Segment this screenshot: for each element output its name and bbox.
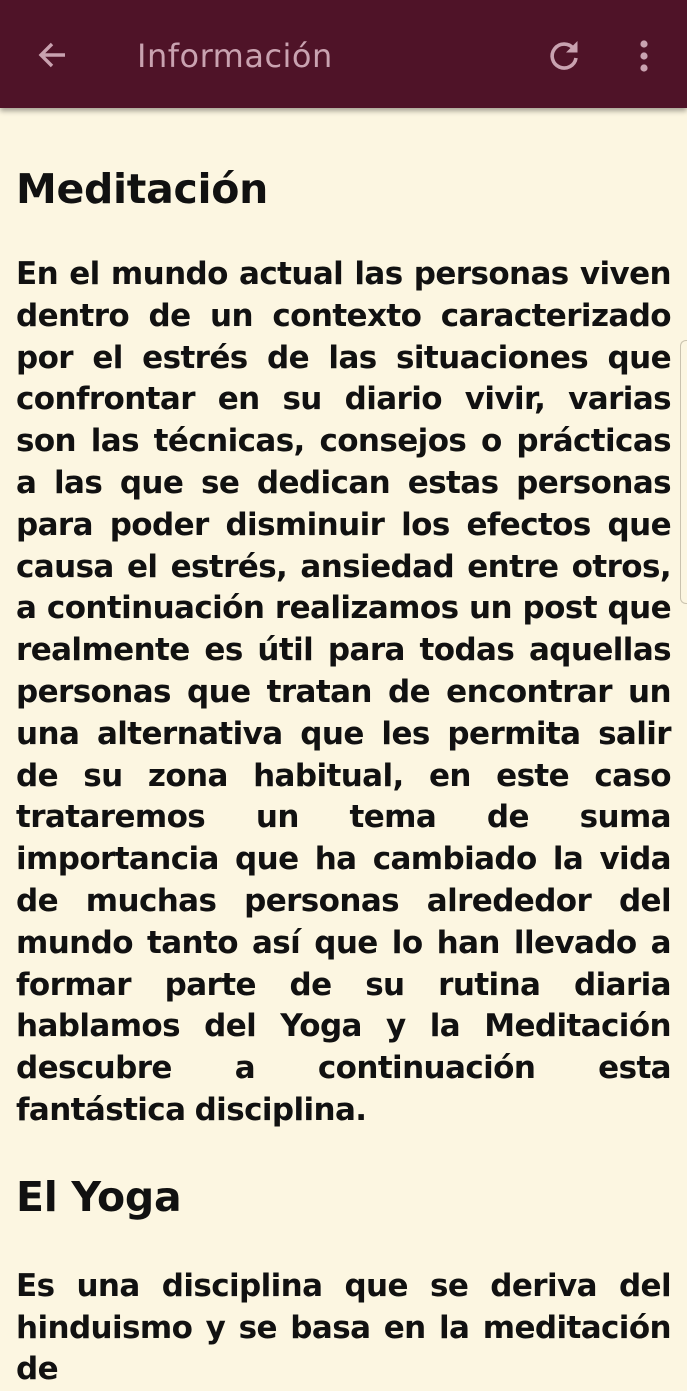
arrow-left-icon[interactable]: [32, 35, 72, 75]
section-body-meditacion: En el mundo actual las personas viven dentro de un contexto caracterizado por el estrés de las situaciones que confrontar en su diario vivir, varias son las técnicas, consejos o prácticas a las que se dedican estas personas para poder disminuir los efectos que causa el estrés, ansiedad entre otros, a continuación realizamos un post que realmente es útil para todas aquellas personas que tratan de encontrar un una alternativa que les permita salir de su zona habitual, en este caso trataremos un tema de suma importancia que ha cambiado la vida de muchas personas alrededor del mundo tanto así que lo han llevado a formar parte de su rutina diaria hablamos del Yoga y la Meditación descubre a continuación esta fantástica disciplina.: [16, 256, 671, 1128]
section-body-yoga: Es una disciplina que se deriva del hinduismo y se basa en la meditación de: [16, 1267, 671, 1388]
section-heading-meditacion: Meditación: [16, 165, 268, 213]
app-bar-title: Información: [137, 37, 333, 75]
scroll-indicator[interactable]: [680, 340, 687, 604]
more-vert-icon[interactable]: [624, 36, 664, 76]
section-heading-yoga: El Yoga: [16, 1172, 182, 1221]
refresh-icon[interactable]: [544, 36, 584, 76]
article-content: [16, 108, 671, 1391]
app-bar: [0, 0, 687, 108]
